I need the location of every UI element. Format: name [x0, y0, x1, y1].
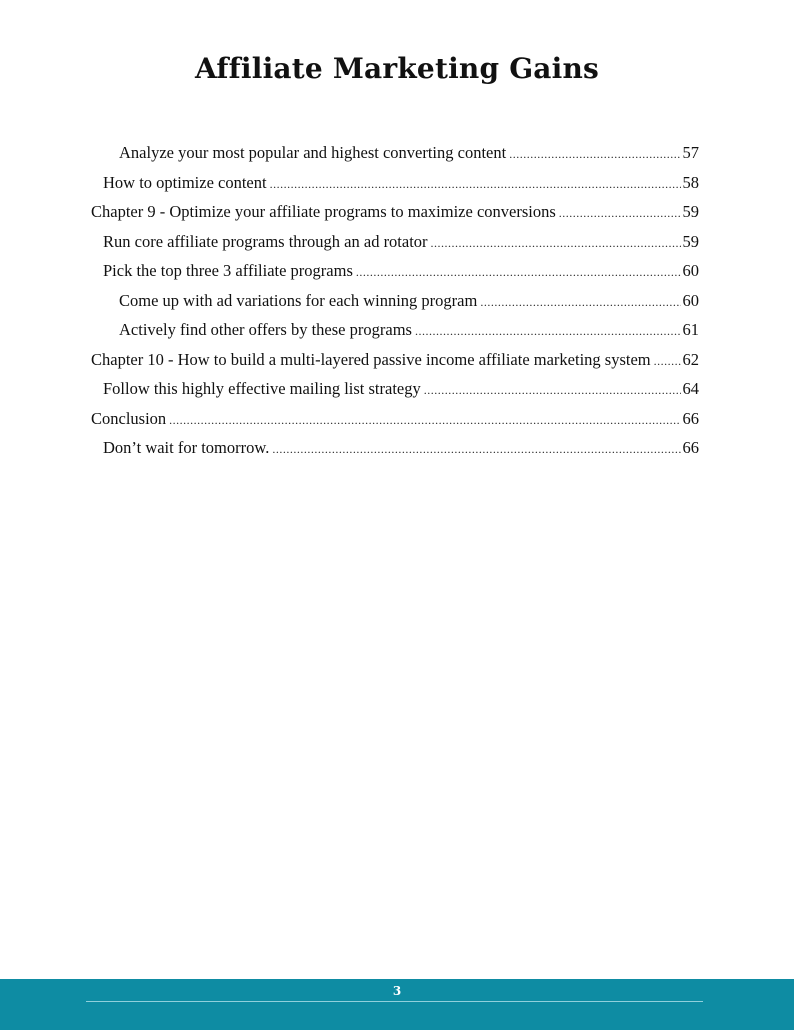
- toc-leader-dots: [424, 383, 681, 398]
- toc-entry-page: 59: [682, 202, 699, 221]
- toc-entry-page: 64: [682, 379, 699, 398]
- toc-entry-page: 59: [682, 231, 699, 251]
- toc-entry-label: Conclusion: [91, 408, 167, 428]
- toc-leader-dots: [559, 206, 681, 221]
- footer-divider: [86, 1001, 703, 1002]
- toc-entry[interactable]: [91, 232, 699, 262]
- toc-entry[interactable]: [91, 202, 699, 232]
- toc-entry[interactable]: [91, 350, 699, 380]
- toc-entry-label: Analyze your most popular and highest converting content: [119, 143, 507, 162]
- toc-entry-label: Chapter 10 - How to build a multi-layered passive income affiliate marketing system: [91, 349, 651, 369]
- toc-entry[interactable]: [91, 379, 699, 409]
- toc-leader-dots: [356, 265, 681, 280]
- toc-entry-label: Run core affiliate programs through an ad rotator: [103, 231, 428, 251]
- toc-leader-dots: [415, 324, 681, 339]
- toc-entry-page: 58: [682, 172, 699, 192]
- toc-entry-page: 60: [682, 261, 699, 280]
- toc-entry-page: 57: [682, 143, 699, 162]
- toc-entry-label: Pick the top three 3 affiliate programs: [103, 261, 353, 280]
- toc-leader-dots: [169, 413, 680, 428]
- toc-entry-page: 66: [682, 408, 699, 428]
- page-title: Affiliate Marketing Gains: [194, 52, 600, 85]
- toc-leader-dots: [270, 177, 681, 192]
- toc-entry[interactable]: [91, 291, 699, 321]
- toc-entry[interactable]: [91, 409, 699, 439]
- toc-leader-dots: [480, 295, 680, 310]
- toc-entry-page: 60: [682, 290, 699, 310]
- toc-leader-dots: [431, 236, 681, 251]
- toc-entry-label: How to optimize content: [103, 172, 267, 192]
- toc-entry-page: 61: [682, 320, 699, 339]
- toc-entry-label: Chapter 9 - Optimize your affiliate programs to maximize conversions: [91, 202, 556, 221]
- page-number: 3: [392, 984, 402, 998]
- toc-entry[interactable]: [91, 261, 699, 291]
- toc-entry[interactable]: [91, 320, 699, 350]
- toc-leader-dots: [272, 442, 680, 457]
- toc-entry-label: Actively find other offers by these programs: [119, 320, 412, 339]
- toc-entry-label: Don’t wait for tomorrow.: [103, 438, 270, 457]
- toc-entry[interactable]: [91, 143, 699, 173]
- toc-leader-dots: [654, 354, 681, 369]
- page-footer: [0, 979, 794, 1030]
- toc-leader-dots: [509, 147, 680, 162]
- toc-entry[interactable]: [91, 438, 699, 468]
- toc-entry-label: Come up with ad variations for each winning program: [119, 290, 478, 310]
- table-of-contents: [91, 143, 699, 468]
- toc-entry-page: 62: [682, 349, 699, 369]
- toc-entry-page: 66: [682, 438, 699, 457]
- toc-entry-label: Follow this highly effective mailing list strategy: [103, 379, 421, 398]
- toc-entry[interactable]: [91, 173, 699, 203]
